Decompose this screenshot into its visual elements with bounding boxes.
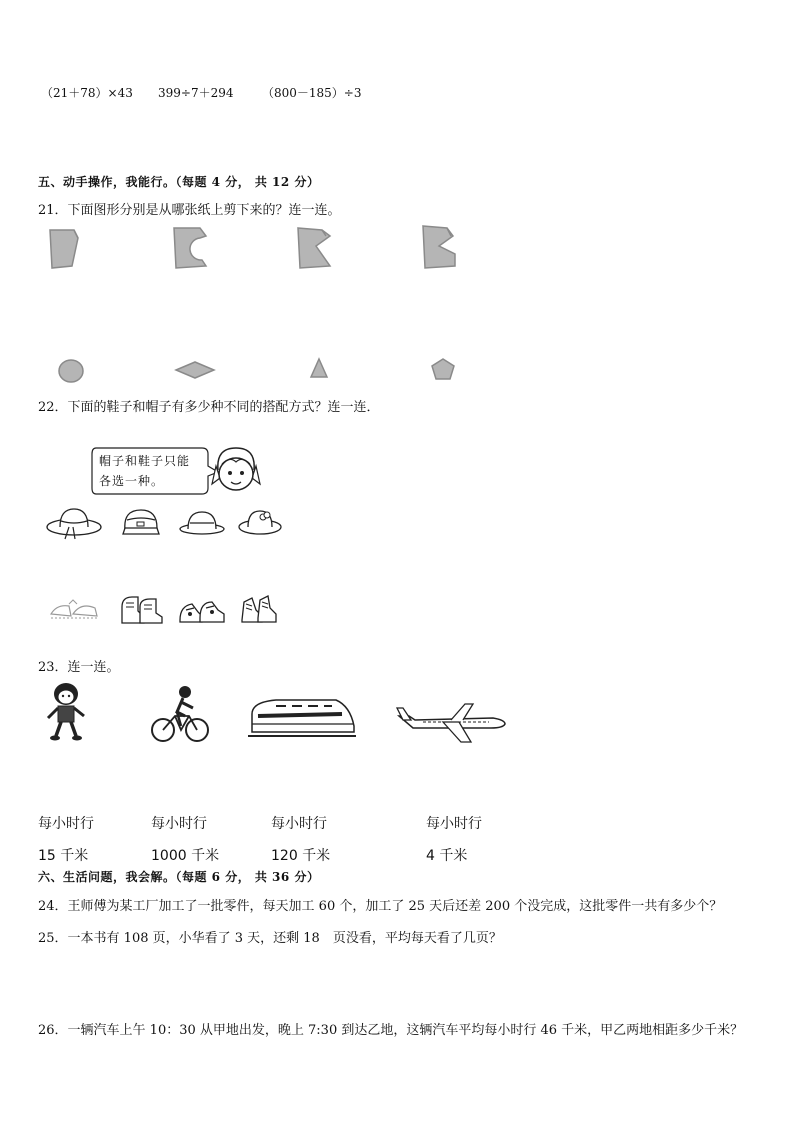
expression-2: 399÷7＋294: [158, 86, 234, 100]
cap-icon: [119, 506, 161, 538]
circle-shape: [57, 358, 85, 384]
expression-3: （800－185）÷3: [262, 86, 362, 100]
paper-piece-3: [296, 226, 336, 270]
high-top-shoes-icon: [238, 592, 280, 626]
speed-3-label: 每小时行: [271, 816, 327, 832]
section-5-title: 五、动手操作，我能行。（每题 4 分， 共 12 分）: [38, 175, 320, 189]
bubble-text-line-1: 帽子和鞋子只能: [99, 454, 191, 468]
speed-3-value: 120 千米: [271, 848, 331, 864]
boots-icon: [118, 593, 166, 627]
question-23: 23．连一连。: [38, 660, 120, 675]
speed-4-value: 4 千米: [426, 848, 468, 864]
walking-child-icon: [44, 680, 90, 742]
hat-1-icon: [45, 505, 103, 541]
question-25: 25．一本书有 108 页，小华看了 3 天，还剩 18 页没看，平均每天看了几页？: [38, 931, 502, 946]
bubble-text-line-2: 各选一种。: [99, 474, 165, 488]
triangle-shape: [309, 357, 329, 379]
shoes-1-icon: [47, 596, 101, 624]
question-21: 21．下面图形分别是从哪张纸上剪下来的？连一连。: [38, 203, 341, 218]
bullet-train-icon: [246, 692, 358, 742]
section-6-title: 六、生活问题，我会解。（每题 6 分， 共 36 分）: [38, 870, 320, 884]
cyclist-icon: [149, 682, 211, 744]
paper-piece-4: [421, 224, 461, 270]
speed-1-value: 15 千米: [38, 848, 89, 864]
hat-3-icon: [178, 508, 226, 536]
speed-4-label: 每小时行: [426, 816, 482, 832]
speed-2-label: 每小时行: [151, 816, 207, 832]
question-22: 22．下面的鞋子和帽子有多少种不同的搭配方式？连一连．: [38, 400, 380, 415]
question-24: 24．王师傅为某工厂加工了一批零件，每天加工 60 个，加工了 25 天后还差 200 个没完成，这批零件一共有多少个？: [38, 899, 723, 914]
paper-piece-1: [48, 228, 84, 270]
speed-2-value: 1000 千米: [151, 848, 220, 864]
paper-piece-2: [172, 226, 212, 270]
airplane-icon: [393, 698, 509, 746]
girl-icon: [210, 444, 262, 498]
sneakers-icon: [176, 594, 228, 626]
hat-4-icon: [237, 505, 283, 537]
rhombus-shape: [174, 360, 216, 380]
question-26: 26．一辆汽车上午 10：30 从甲地出发，晚上 7:30 到达乙地，这辆汽车平均每小时行 46 千米，甲乙两地相距多少千米？: [38, 1023, 744, 1038]
expression-1: （21＋78）×43: [41, 86, 133, 100]
speed-1-label: 每小时行: [38, 816, 94, 832]
pentagon-shape: [430, 357, 456, 381]
